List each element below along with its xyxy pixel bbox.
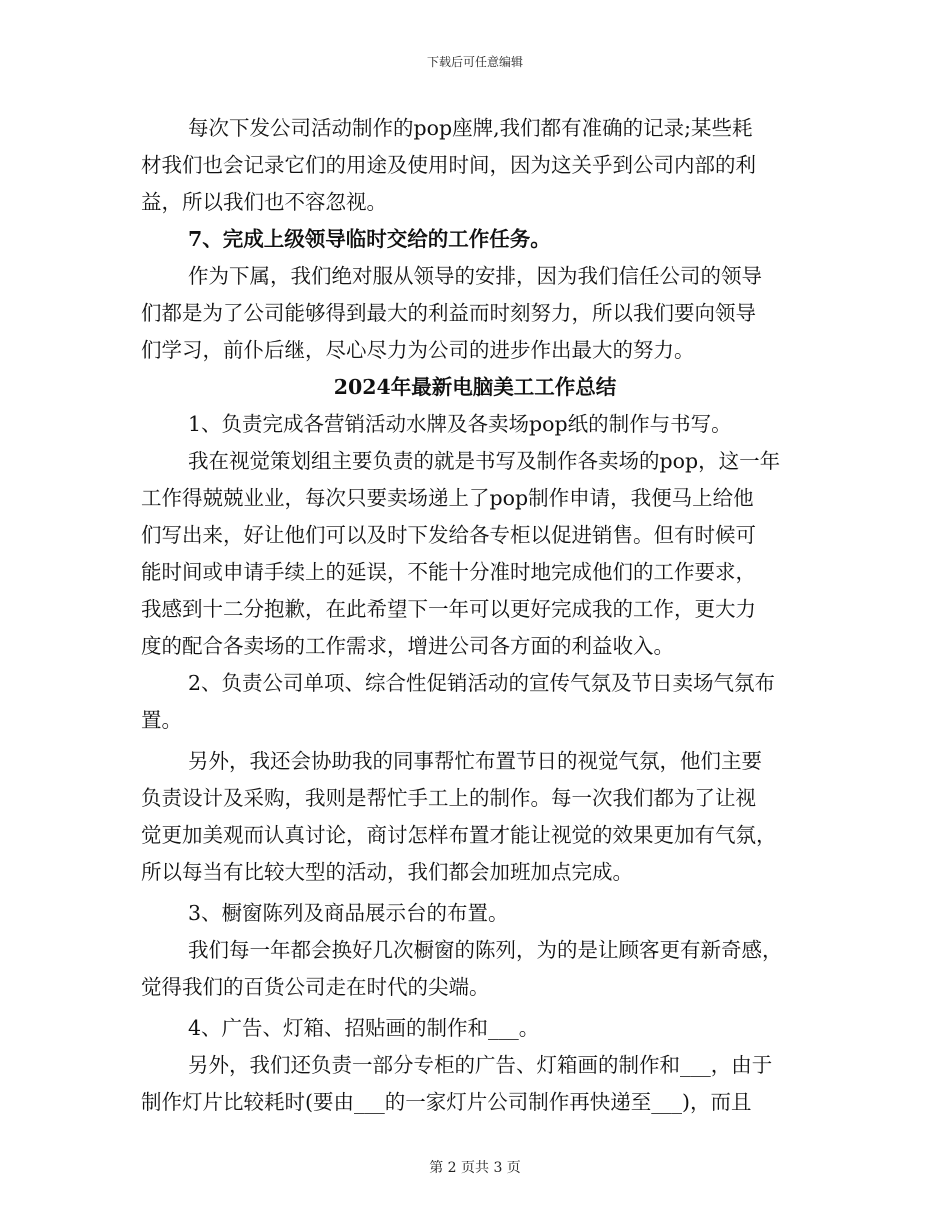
- paragraph-line: 们都是为了公司能够得到最大的利益而时刻努力，所以我们要向领导: [141, 301, 756, 325]
- list-item: 2、负责公司单项、综合性促销活动的宣传气氛及节日卖场气氛布: [188, 671, 776, 695]
- page-footer: 第 2 页共 3 页: [429, 1160, 521, 1176]
- page-header: 下载后可任意编辑: [426, 55, 523, 69]
- list-item: 4、广告、灯箱、招贴画的制作和___。: [188, 1016, 540, 1040]
- paragraph-line: 我们每一年都会换好几次橱窗的陈列，为的是让顾客更有新奇感，: [188, 938, 783, 962]
- paragraph-line: 工作得兢兢业业，每次只要卖场递上了pop制作申请，我便马上给他: [141, 486, 754, 510]
- paragraph-line: 我感到十二分抱歉，在此希望下一年可以更好完成我的工作，更大力: [141, 597, 756, 621]
- paragraph-line: 觉更加美观而认真讨论，商讨怎样布置才能让视觉的效果更加有气氛，: [141, 823, 777, 847]
- paragraph-line: 作为下属，我们绝对服从领导的安排，因为我们信任公司的领导: [188, 264, 762, 288]
- section-heading: 7、完成上级领导临时交给的工作任务。: [188, 227, 551, 251]
- paragraph-line: 所以每当有比较大型的活动，我们都会加班加点完成。: [141, 860, 633, 884]
- paragraph-line: 置。: [141, 708, 182, 732]
- paragraph-line: 材我们也会记录它们的用途及使用时间，因为这关乎到公司内部的利: [141, 153, 756, 177]
- paragraph-line: 们学习，前仆后继，尽心尽力为公司的进步作出最大的努力。: [141, 338, 695, 362]
- list-item: 3、橱窗陈列及商品展示台的布置。: [188, 901, 509, 925]
- paragraph-line: 能时间或申请手续上的延误，不能十分准时地完成他们的工作要求，: [141, 560, 756, 584]
- paragraph-line: 我在视觉策划组主要负责的就是书写及制作各卖场的pop，这一年: [188, 449, 781, 473]
- paragraph-line: 度的配合各卖场的工作需求，增进公司各方面的利益收入。: [141, 634, 674, 658]
- paragraph-line: 另外，我还会协助我的同事帮忙布置节日的视觉气氛，他们主要: [188, 749, 762, 773]
- paragraph-line: 们写出来，好让他们可以及时下发给各专柜以促进销售。但有时候可: [141, 523, 756, 547]
- paragraph-line: 另外，我们还负责一部分专柜的广告、灯箱画的制作和___，由于: [188, 1053, 773, 1077]
- paragraph-line: 益，所以我们也不容忽视。: [141, 190, 387, 214]
- list-item: 1、负责完成各营销活动水牌及各卖场pop纸的制作与书写。: [188, 412, 732, 436]
- document-title: 2024年最新电脑美工工作总结: [333, 375, 617, 399]
- paragraph-line: 负责设计及采购，我则是帮忙手工上的制作。每一次我们都为了让视: [141, 786, 756, 810]
- paragraph-line: 每次下发公司活动制作的pop座牌,我们都有准确的记录;某些耗: [188, 116, 753, 140]
- paragraph-line: 制作灯片比较耗时(要由___的一家灯片公司制作再快递至___)，而且: [141, 1090, 752, 1114]
- paragraph-line: 觉得我们的百货公司走在时代的尖端。: [141, 975, 490, 999]
